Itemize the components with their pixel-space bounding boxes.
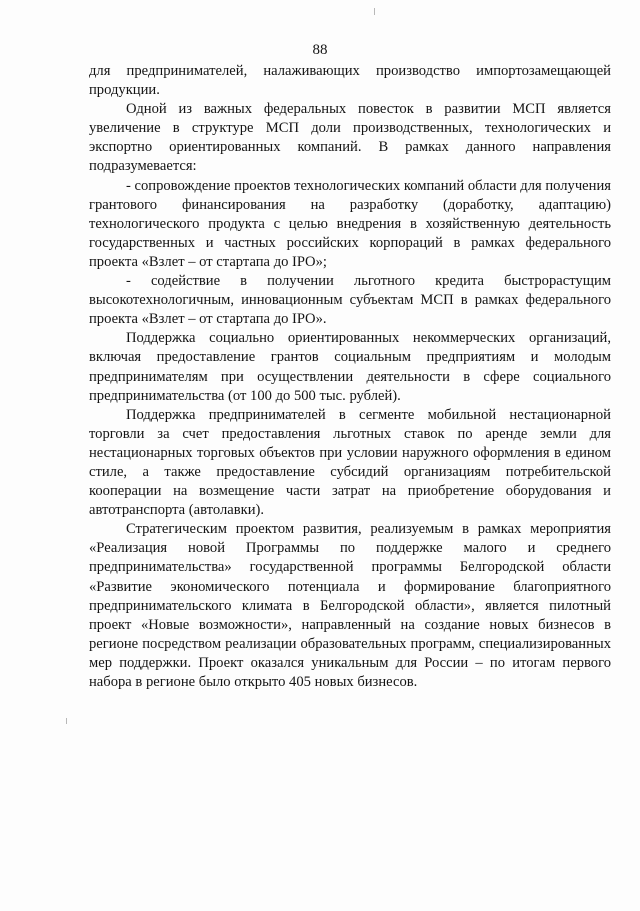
paragraph-federal-agenda: Одной из важных федеральных повесток в развитии МСП является увеличение в структуре МСП доли производственных, технологических и экспортно ориентированных компаний. В рамках данного направления подразумевается:	[89, 101, 611, 175]
list-item-grant-support: - сопровождение проектов технологических компаний области для получения грантового финансирования на разработку (доработку, адаптацию) технологического продукта с целью внедрения в хозяйственную деятельность государственных и частных российских корпораций в рамках федерального проекта «Взлет – от стартапа до IPO»;	[89, 177, 611, 270]
paragraph-continuation: для предпринимателей, налаживающих производство импортозамещающей продукции.	[89, 63, 611, 99]
paragraph-strategic-project: Стратегическим проектом развития, реализуемым в рамках мероприятия «Реализация новой Программы по поддержке малого и среднего предпринимательства» государственной программы Белгородской области «Развитие экономического потенциала и формирование благоприятного предпринимательского климата в Белгородской области», является пилотный проект «Новые возможности», направленный на создание новых бизнесов в регионе посредством реализации образовательных программ, специализированных мер поддержки. Проект оказался уникальным для России – по итогам первого набора в регионе было открыто 405 новых бизнесов.	[89, 521, 611, 690]
scan-artifact-mark	[374, 8, 375, 15]
paragraph-mobile-trade: Поддержка предпринимателей в сегменте мобильной нестационарной торговли за счет предоставления льготных ставок по аренде земли для нестационарных торговых объектов при условии наружного оформления в едином стиле, а также предоставление субсидий организациям потребительской кооперации на возмещение части затрат на приобретение оборудования и автотранспорта (автолавки).	[89, 406, 611, 519]
page-number: 88	[312, 42, 328, 58]
list-item-credit-support: - содействие в получении льготного кредита быстрорастущим высокотехнологичным, инновационным субъектам МСП в рамках федерального проекта «Взлет – от стартапа до IPO».	[89, 273, 611, 328]
paragraph-social-nko: Поддержка социально ориентированных некоммерческих организаций, включая предоставление грантов социальным предприятиям и молодым предпринимателям при осуществлении деятельности в сфере социального предпринимательства (от 100 до 500 тыс. рублей).	[89, 330, 611, 404]
scan-artifact-mark	[66, 718, 67, 724]
document-body	[89, 62, 611, 692]
